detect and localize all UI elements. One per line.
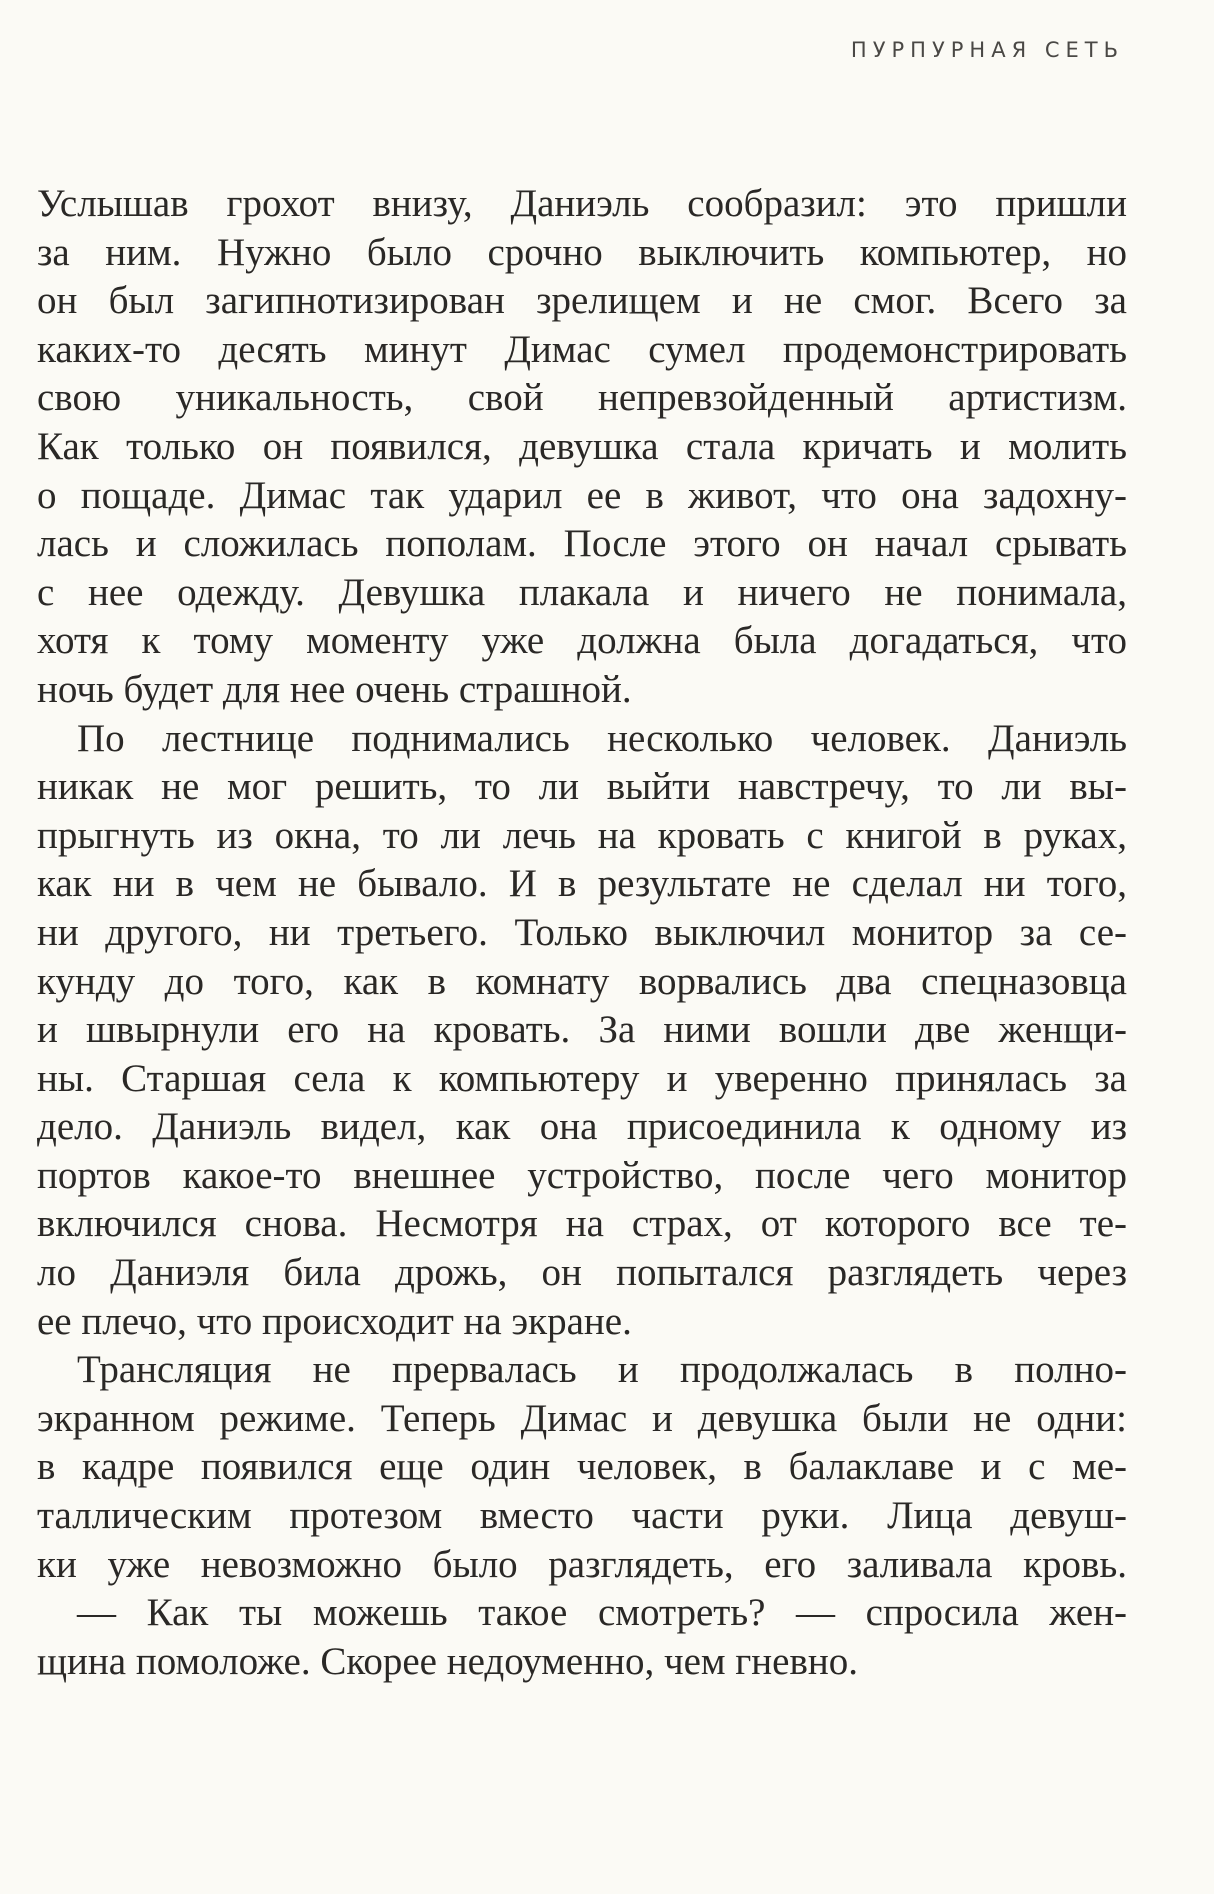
text-line: таллическим протезом вместо части руки. Лица девуш- (37, 1494, 1127, 1538)
text-line: ки уже невозможно было разглядеть, его заливала кровь. (37, 1542, 1127, 1586)
text-line: каких-то десять минут Димас сумел продемонстрировать (37, 327, 1127, 371)
text-line: ни другого, ни третьего. Только выключил монитор за се- (37, 910, 1127, 954)
text-line: он был загипнотизирован зрелищем и не смог. Всего за (37, 279, 1127, 323)
text-line: свою уникальность, свой непревзойденный артистизм. (37, 376, 1127, 420)
text-line: ночь будет для нее очень страшной. (37, 667, 632, 711)
text-line: ло Даниэля била дрожь, он попытался разглядеть через (37, 1251, 1127, 1295)
text-line: Трансляция не прервалась и продолжалась в полно- (77, 1348, 1127, 1392)
text-line: и швырнули его на кровать. За ними вошли две женщи- (37, 1008, 1127, 1052)
text-line: о пощаде. Димас так ударил ее в живот, что она задохну- (37, 473, 1127, 517)
paragraph (37, 715, 1127, 1347)
text-line: прыгнуть из окна, то ли лечь на кровать с книгой в руках, (37, 813, 1127, 857)
text-line: за ним. Нужно было срочно выключить компьютер, но (37, 230, 1127, 274)
text-line: ны. Старшая села к компьютеру и уверенно принялась за (37, 1056, 1127, 1100)
text-line: кунду до того, как в комнату ворвались два спецназовца (37, 959, 1127, 1003)
paragraph (37, 1346, 1127, 1589)
paragraph (37, 1589, 1127, 1686)
text-line: — Как ты можешь такое смотреть? — спросила жен- (77, 1591, 1127, 1635)
text-line: в кадре появился еще один человек, в балаклаве и с ме- (37, 1445, 1127, 1489)
paragraph (37, 180, 1127, 715)
running-head-title: ПУРПУРНАЯ СЕТЬ (850, 38, 1124, 62)
text-line: экранном режиме. Теперь Димас и девушка были не одни: (37, 1396, 1127, 1440)
text-line: Как только он появился, девушка стала кричать и молить (37, 424, 1127, 468)
text-line: лась и сложилась пополам. После этого он начал срывать (37, 522, 1127, 566)
text-line: По лестнице поднимались несколько человек. Даниэль (77, 716, 1127, 760)
page-body-text (37, 180, 1127, 1686)
text-line: хотя к тому моменту уже должна была догадаться, что (37, 619, 1127, 663)
text-line: как ни в чем не бывало. И в результате не сделал ни того, (37, 862, 1127, 906)
text-line: Услышав грохот внизу, Даниэль сообразил: это пришли (37, 182, 1127, 225)
text-line: дело. Даниэль видел, как она присоединила к одному из (37, 1105, 1127, 1149)
text-line: ее плечо, что происходит на экране. (37, 1299, 632, 1343)
text-line: портов какое-то внешнее устройство, после чего монитор (37, 1153, 1127, 1197)
text-line: никак не мог решить, то ли выйти навстречу, то ли вы- (37, 765, 1127, 809)
text-line: с нее одежду. Девушка плакала и ничего не понимала, (37, 570, 1127, 614)
text-line: щина помоложе. Скорее недоуменно, чем гневно. (37, 1639, 859, 1683)
text-line: включился снова. Несмотря на страх, от которого все те- (37, 1202, 1127, 1246)
